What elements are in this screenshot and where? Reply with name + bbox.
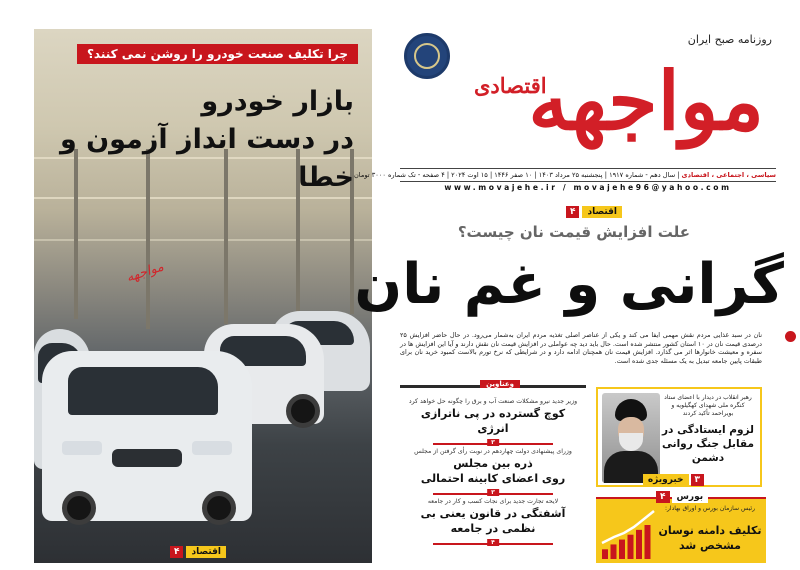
issue-categories: سیاسی ، اجتماعی ، اقتصادی [681,171,776,179]
issue-details: | سال دهم - شماره ۱۹۱۷ | پنجشنبه ۲۵ مرداد ۱۴۰۳ | ۱۰ صفر ۱۴۴۶ | ۱۵ اوت ۲۰۲۴ | ۴ صفحه - تک شماره ۳۰۰۰ تومان [353,171,680,179]
section-tag[interactable] [656,491,708,503]
chart-bar [619,540,625,559]
seal-icon [404,33,450,79]
section-tag[interactable] [170,546,226,558]
section-label: اقتصاد [582,206,622,218]
chart-bar [602,549,608,559]
logo-subtitle: اقتصادی [474,73,547,98]
page-marker [433,538,553,545]
email-link[interactable]: movajehe96@yahoo.com [573,183,732,192]
chart-bar [636,530,642,559]
section-label: خبرویژه [643,474,689,486]
news-lead: وزیر جدید نیرو مشکلات صنعت آب و برق را چگونه حل خواهد کرد [408,398,578,405]
news-lead: وزرای پیشنهادی دولت چهاردهم در نوبت رأی گرفتن از مجلس [414,448,572,455]
chart-bar [645,525,651,559]
photo-banner: چرا تکلیف صنعت خودرو را روشن نمی کنند؟ [77,44,358,64]
list-tag: وعناوین [480,380,520,388]
photo-story[interactable] [34,29,372,563]
stock-story[interactable] [596,497,766,563]
section-tag[interactable] [643,474,704,486]
main-body-text: نان در سبد غذایی مردم نقش مهمی ایفا می کند و یکی از عناصر اصلی تغذیه مردم ایران به‌شمار می‌رود. در حال حاضر افزایش ۲۵ درصدی قیمت نان در ۱۰ استان کشور منتشر شده است. حال باید دید چه عواملی در افزایش قیمت نان نقش دارند و آیا این افزایش ها در سفره و معیشت خانوارها اثر می گذارد. افزایش قیمت نان همچنان ادامه دارد و در شرایطی که نرخ تورم بالاست کمبود خرید نان برای طبقات پایین جامعه تبدیل به یک مسئله جدی شده است. [400,331,762,365]
photo-headline-line1: بازار خودرو [201,86,354,117]
list-item[interactable] [400,398,586,445]
chart-bar [628,535,634,559]
page-marker [433,438,553,445]
list-item[interactable] [400,448,586,495]
website-link[interactable]: www.movajehe.ir [444,183,558,192]
photo-headline-line2: در دست انداز آزمون و خطا [59,124,354,193]
page-number: ۳ [691,474,705,486]
news-title: ذره بین مجلس [453,457,533,470]
page-number: ۴ [487,539,499,546]
page-marker [433,488,553,495]
growth-chart-icon [600,507,656,561]
newspaper-logo[interactable]: مواجهه [528,54,764,148]
contact-bar: www.movajehe.ir / movajehe96@yahoo.com [444,183,732,192]
section-tag[interactable] [566,206,622,218]
car-image [42,351,252,521]
page-number: ۴ [566,206,580,218]
main-headline[interactable]: گرانی و غم نان [354,252,784,317]
leader-story[interactable] [596,387,762,487]
page-number: ۴ [656,491,670,503]
news-title: کوچ گسترده در پی ناترازی انرژی [420,407,566,435]
list-item[interactable] [400,498,586,545]
main-kicker: علت افزایش قیمت نان چیست؟ [457,223,690,241]
stock-title: تکلیف دامنه نوسان مشخص شد [658,524,762,552]
news-title: آشفتگی در قانون یعنی بی نظمی در جامعه [420,507,566,535]
section-label: بورس [672,491,709,503]
page-number: ۳ [487,489,499,496]
news-lead: لایحه تجارت جدید برای نجات کسب و کار در جامعه [427,498,559,505]
tagline: روزنامه صبح ایران [687,33,772,46]
leader-lead: رهبر انقلاب در دیدار با اعضای ستاد کنگره ملی شهدای کهگیلویه و بویراحمد تأکید کردند [664,394,752,417]
masthead [400,29,778,165]
news-list [400,380,586,563]
chart-bar [611,544,617,559]
watermark: مواجهه [124,259,166,286]
leader-portrait [602,393,660,483]
issue-info-bar [353,168,776,182]
section-label: اقتصاد [186,546,226,558]
bullet-icon [785,331,796,342]
leader-title: لزوم ایستادگی در مقابل جنگ روانی دشمن [661,424,754,464]
photo-headline[interactable] [34,83,354,197]
news-title: روی اعضای کابینه احتمالی [420,472,566,485]
page-number: ۴ [170,546,184,558]
stock-lead: رئیس سازمان بورس و اوراق بهادار: [665,505,755,512]
page-number: ۳ [487,439,499,446]
